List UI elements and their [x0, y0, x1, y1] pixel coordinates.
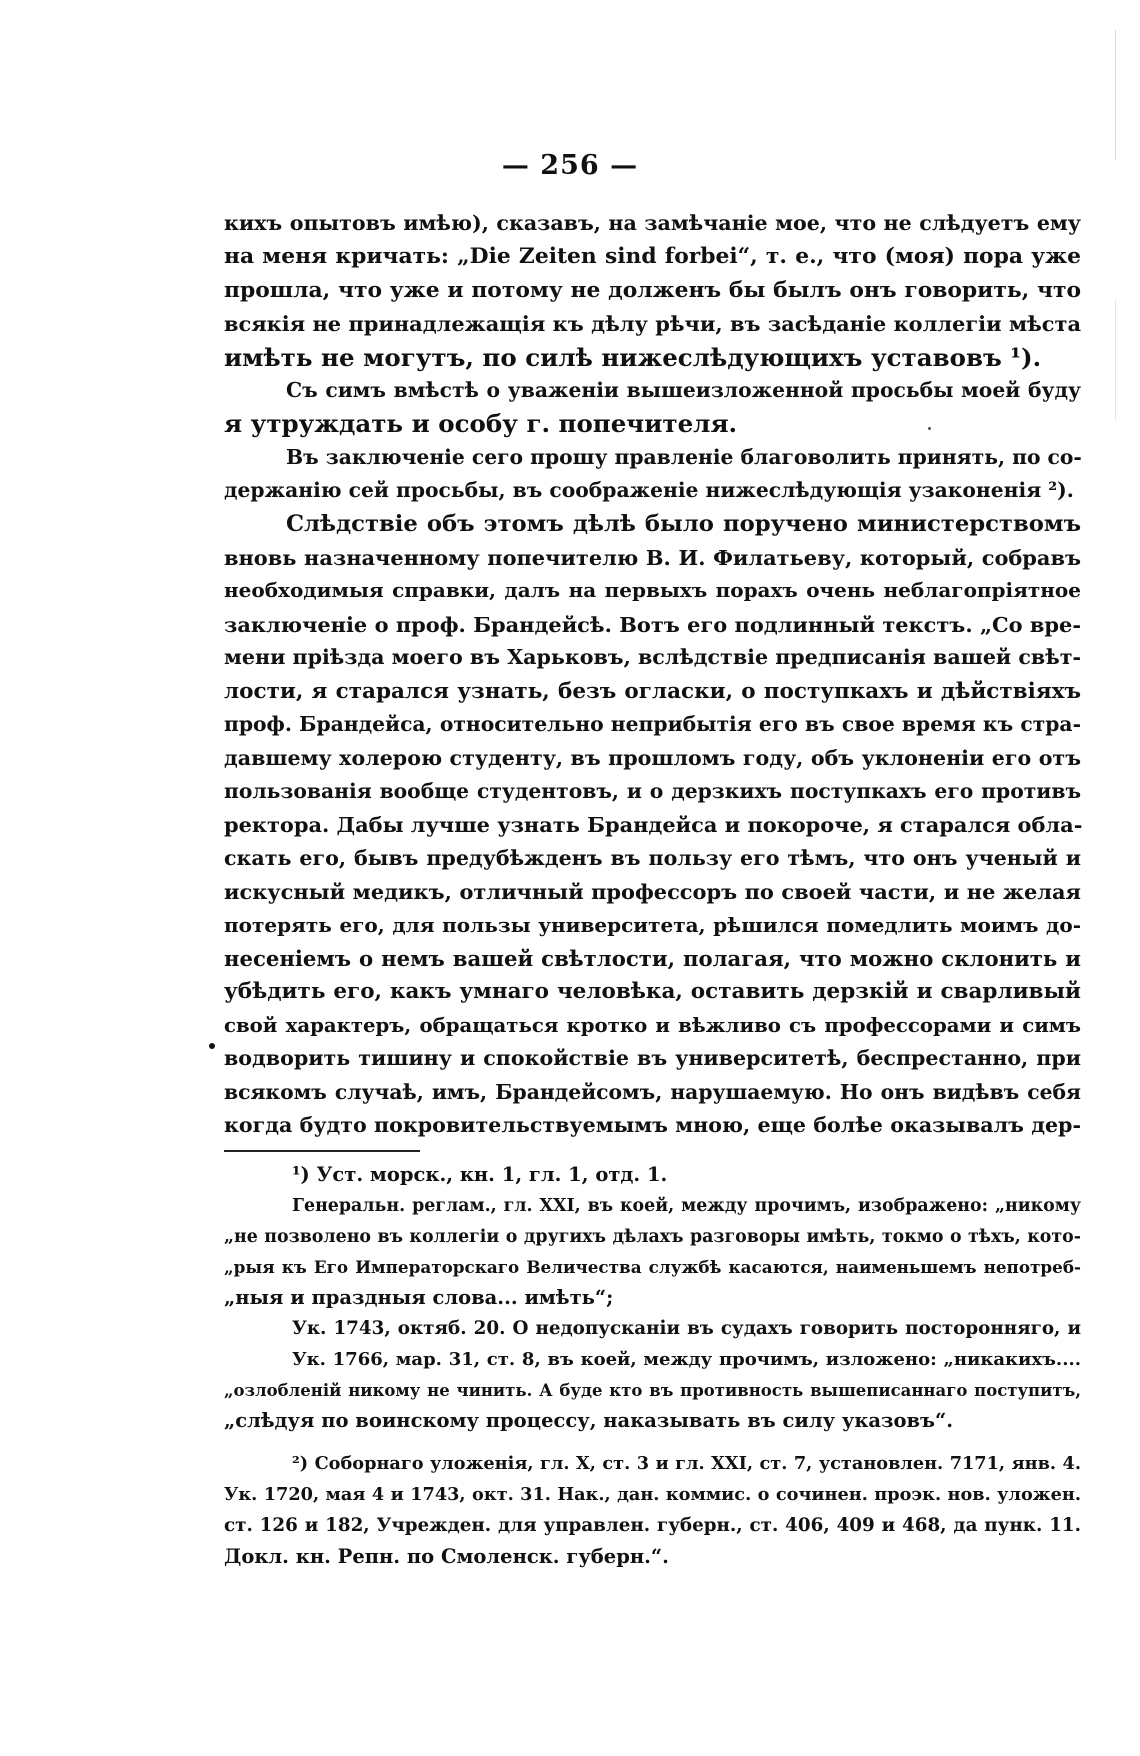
body-line: всякія не принадлежащія къ дѣлу рѣчи, въ засѣданіе коллегіи мѣста	[224, 311, 1081, 337]
body-line: необходимыя справки, далъ на первыхъ порахъ очень неблагопріятное	[224, 578, 1081, 603]
footnote-line: „ныя и праздныя слова... имѣть“;	[224, 1286, 614, 1310]
body-line: проф. Брандейса, относительно неприбытія его въ свое время къ стра-	[224, 712, 1081, 737]
print-speck	[928, 427, 931, 430]
body-line: водворить тишину и спокойствіе въ университетѣ, беспрестанно, при	[224, 1046, 1081, 1071]
body-line: мени пріѣзда моего въ Харьковъ, вслѣдствіе предписанія вашей свѣт-	[224, 645, 1082, 670]
body-line: искусный медикъ, отличный профессоръ по своей части, и не желая	[224, 879, 1081, 905]
footnote-line: „озлобленій никому не чинить. А буде кто въ противность вышеписаннаго поступитъ,	[224, 1380, 1081, 1400]
body-line: заключеніе о проф. Брандейсѣ. Вотъ его подлинный текстъ. „Со вре-	[224, 611, 1081, 637]
body-line: прошла, что уже и потому не долженъ бы былъ онъ говорить, что	[224, 277, 1081, 303]
margin-mark	[209, 1043, 215, 1049]
footnote-line: Докл. кн. Репн. по Смоленск. губерн.“.	[224, 1544, 669, 1568]
body-line: несеніемъ о немъ вашей свѣтлости, полагая, что можно склонить и	[224, 945, 1081, 971]
body-line: давшему холерою студенту, въ прошломъ году, объ уклоненіи его отъ	[224, 745, 1081, 770]
footnotes	[224, 1160, 1081, 1572]
body-line: пользованія вообще студентовъ, и о дерзкихъ поступкахъ его противъ	[224, 778, 1081, 803]
body-line: лости, я старался узнать, безъ огласки, о поступкахъ и дѣйствіяхъ	[224, 678, 1081, 704]
footnote-line: „слѣдуя по воинскому процессу, наказывать въ силу указовъ“.	[224, 1409, 954, 1433]
body-line: кихъ опытовъ имѣю), сказавъ, на замѣчаніе мое, что не слѣдуетъ ему	[224, 211, 1081, 235]
body-line: Въ заключеніе сего прошу правленіе благоволить принять, по со-	[286, 444, 1082, 469]
footnote-line: ст. 126 и 182, Учрежден. для управлен. губерн., ст. 406, 409 и 468, да пунк. 11.	[224, 1514, 1081, 1536]
body-line: когда будто покровительствуемымъ мною, еще болѣе оказывалъ дер-	[224, 1112, 1081, 1137]
footnote-line: „не позволено въ коллегіи о другихъ дѣлахъ разговоры имѣть, токмо о тѣхъ, кото-	[224, 1226, 1081, 1247]
footnote-line: Ук. 1720, мая 4 и 1743, окт. 31. Нак., дан. коммис. о сочинен. проэк. нов. уложен.	[224, 1483, 1081, 1505]
body-line: имѣть не могутъ, по силѣ нижеслѣдующихъ уставовъ ¹).	[224, 342, 1042, 372]
body-line: скать его, бывъ предубѣжденъ въ пользу его тѣмъ, что онъ ученый и	[224, 845, 1081, 870]
body-line: я утруждать и особу г. попечителя.	[224, 409, 738, 439]
body-line: свой характеръ, обращаться кротко и вѣжливо съ профессорами и симъ	[224, 1013, 1081, 1037]
body-line: всякомъ случаѣ, имъ, Брандейсомъ, нарушаемую. Но онъ видѣвъ себя	[224, 1079, 1081, 1104]
footnote-gap	[224, 1437, 1081, 1449]
footnote-line: „рыя къ Его Императорскаго Величества службѣ касаются, наименьшемъ непотреб-	[224, 1257, 1081, 1278]
footnote-line: Ук. 1766, мар. 31, ст. 8, въ коей, между прочимъ, изложено: „никакихъ....	[292, 1348, 1081, 1370]
footnote-line: Ук. 1743, октяб. 20. О недопусканіи въ судахъ говорить посторонняго, и	[292, 1317, 1081, 1339]
body-text	[224, 207, 1081, 1142]
body-line: Слѣдствіе объ этомъ дѣлѣ было поручено министерствомъ	[286, 510, 1081, 537]
page-number: — 256 —	[501, 150, 639, 181]
scan-edge-line	[1115, 30, 1116, 160]
body-line: убѣдить его, какъ умнаго человѣка, оставить дерзкій и сварливый	[224, 979, 1081, 1005]
body-line: держанію сей просьбы, въ соображеніе нижеслѣдующія узаконенія ²).	[224, 478, 1074, 503]
footnote-line: ¹) Уст. морск., кн. 1, гл. 1, отд. 1.	[292, 1163, 668, 1186]
body-line: Съ симъ вмѣстѣ о уваженіи вышеизложенной просьбы моей буду	[286, 378, 1081, 403]
footnote-line: ²) Соборнаго уложенія, гл. X, ст. 3 и гл. XXI, ст. 7, установлен. 7171, янв. 4.	[292, 1453, 1081, 1475]
body-line: вновь назначенному попечителю В. И. Филатьеву, который, собравъ	[224, 545, 1081, 571]
footnote-rule	[224, 1150, 420, 1152]
body-line: потерять его, для пользы университета, рѣшился помедлить моимъ до-	[224, 912, 1081, 937]
body-line: на меня кричать: „Die Zeiten sind forbei“, т. е., что (моя) пора уже	[224, 244, 1081, 270]
footnote-line: Генеральн. реглам., гл. XXI, въ коей, между прочимъ, изображено: „никому	[292, 1195, 1081, 1216]
body-line: ректора. Дабы лучше узнать Брандейса и покороче, я старался обла-	[224, 812, 1083, 838]
scan-edge-line	[1115, 300, 1116, 420]
